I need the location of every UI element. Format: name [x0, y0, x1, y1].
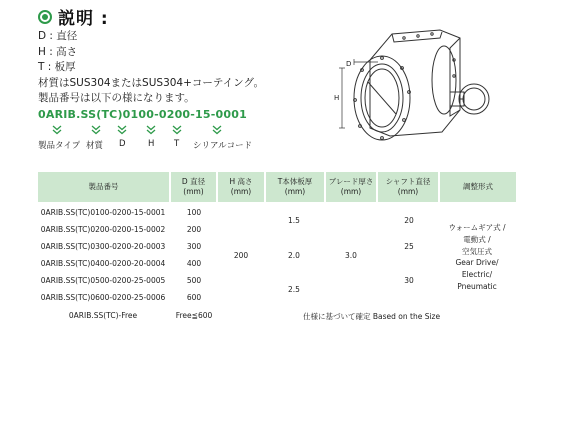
product-code-example: 0ARIB.SS(TC)0100-0200-15-0001 — [38, 108, 247, 121]
chevron-down-icon — [52, 125, 62, 135]
description-line: D : 直径 — [38, 30, 78, 42]
table-header — [38, 172, 516, 202]
header-shaft-diameter: シャフト直径 (mm) — [378, 172, 438, 202]
header-diameter: D 直径 (mm) — [171, 172, 216, 202]
part-number-cell: 0ARIB.SS(TC)0600-0200-25-0006 — [40, 293, 166, 302]
code-part-label: シリアルコード — [193, 141, 253, 151]
part-number-cell: 0ARIB.SS(TC)0300-0200-20-0003 — [40, 242, 166, 251]
description-line: H : 高さ — [38, 45, 78, 58]
thickness-cell: 2.0 — [288, 251, 300, 260]
adjust-type-line: ウォームギア式 / — [448, 223, 506, 232]
description-line: 材質はSUS304またはSUS304+コーテイング。 — [38, 76, 265, 89]
part-number-cell: 0ARIB.SS(TC)0200-0200-15-0002 — [40, 225, 166, 234]
header-part-number: 製品番号 — [38, 172, 169, 202]
shaft-cell: 25 — [404, 242, 414, 251]
diameter-cell: 100 — [186, 208, 202, 217]
code-part-label: 材質 — [86, 141, 104, 151]
diameter-cell: 400 — [186, 259, 202, 268]
description — [38, 29, 264, 107]
chevron-down-icon — [117, 125, 127, 135]
code-part-label: H — [148, 139, 155, 149]
part-number-cell: 0ARIB.SS(TC)0500-0200-25-0005 — [40, 276, 166, 285]
section-title: 説明 : — [58, 9, 109, 29]
adjust-type-line: Pneumatic — [457, 282, 497, 291]
free-part-number: 0ARIB.SS(TC)-Free — [68, 311, 138, 320]
thickness-cell: 1.5 — [288, 216, 300, 225]
dimension-d-label: D — [346, 60, 352, 68]
diameter-cell: 600 — [186, 293, 202, 302]
diameter-cell: 200 — [186, 225, 202, 234]
thickness-cell: 2.5 — [288, 285, 300, 294]
adjust-type-line: 電動式 / — [463, 235, 491, 244]
description-line: T : 板厚 — [38, 61, 76, 73]
diameter-cell: 500 — [186, 276, 202, 285]
free-diameter: Free≦600 — [175, 311, 213, 320]
code-part-label: T — [174, 139, 180, 149]
header-body-thickness: T本体板厚 (mm) — [266, 172, 324, 202]
diameter-cell: 300 — [186, 242, 202, 251]
chevron-down-icon — [212, 125, 222, 135]
adjust-type-line: Gear Drive/ — [455, 258, 499, 267]
header-height: H 高さ (mm) — [218, 172, 264, 202]
header-adjust-type: 調整形式 — [440, 172, 516, 202]
chevron-down-icon — [172, 125, 182, 135]
damper-drawing — [332, 20, 497, 145]
header-blade-thickness: ブレード厚さ (mm) — [326, 172, 376, 202]
bullet-icon — [38, 10, 52, 24]
height-cell: 200 — [233, 251, 249, 260]
part-number-cell: 0ARIB.SS(TC)0100-0200-15-0001 — [40, 208, 166, 217]
free-row-note: 仕様に基づいて確定 Based on the Size — [303, 312, 441, 321]
part-number-cell: 0ARIB.SS(TC)0400-0200-20-0004 — [40, 259, 166, 268]
description-line: 製品番号は以下の様になります。 — [38, 92, 195, 104]
shaft-cell: 20 — [404, 216, 414, 225]
code-part-label: 製品タイプ — [38, 141, 81, 151]
adjust-type-line: Electric/ — [461, 270, 493, 279]
chevron-down-icon — [146, 125, 156, 135]
code-part-label: D — [119, 139, 126, 149]
dimension-h-label: H — [334, 94, 340, 102]
section-heading — [38, 4, 109, 29]
chevron-down-icon — [91, 125, 101, 135]
adjust-type-line: 空気圧式 — [462, 247, 492, 256]
blade-thickness-cell: 3.0 — [345, 251, 357, 260]
shaft-cell: 30 — [404, 276, 414, 285]
